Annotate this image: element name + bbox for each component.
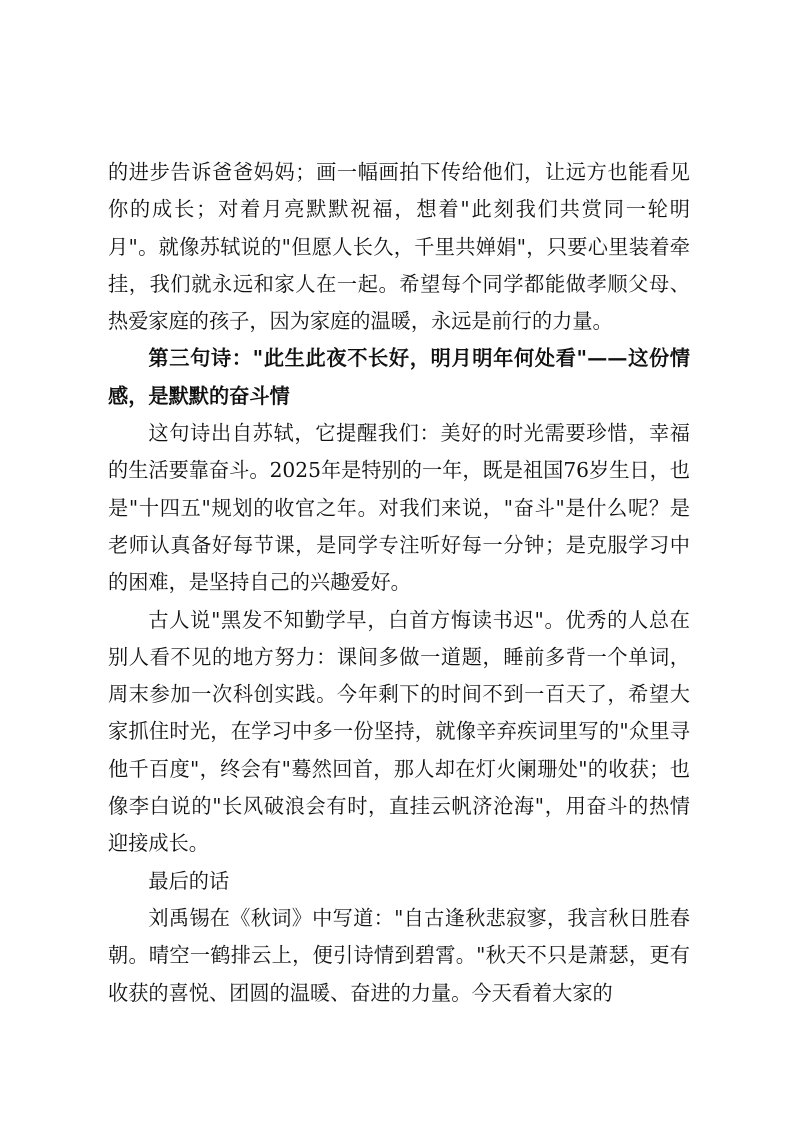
paragraph-poem-source: 这句诗出自苏轼，它提醒我们：美好的时光需要珍惜，幸福的生活要靠奋斗。2025年是特别的一年，既是祖国76岁生日，也是"十四五"规划的收官之年。对我们来说，"奋斗"是什么呢？是老师认真备好每节课，是同学专注听好每一分钟；是克服学习中的困难，是坚持自己的兴趣爱好。 (108, 421, 690, 595)
document-body (108, 154, 690, 1012)
paragraph-study-hard: 古人说"黑发不知勤学早，白首方悔读书迟"。优秀的人总在别人看不见的地方努力：课间多做一道题，睡前多背一个单词，周末参加一次科创实践。今年剩下的时间不到一百天了，希望大家抓住时光，在学习中多一份坚持，就像辛弃疾词里写的"众里寻他千百度"，终会有"蓦然回首，那人却在灯火阑珊处"的收获；也像李白说的"长风破浪会有时，直挂云帆济沧海"，用奋斗的热情迎接成长。 (108, 607, 690, 856)
section-heading-final-words: 最后的话 (148, 868, 230, 893)
section-heading-third-poem: 第三句诗："此生此夜不长好，明月明年何处看"——这份情感，是默默的奋斗情 (108, 346, 690, 408)
paragraph-autumn-poem: 刘禹锡在《秋词》中写道："自古逢秋悲寂寥，我言秋日胜春朝。晴空一鹤排云上，便引诗情到碧霄。"秋天不只是萧瑟，更有收获的喜悦、团圆的温暖、奋进的力量。今天看着大家的 (108, 905, 690, 1005)
paragraph-family-warmth: 的进步告诉爸爸妈妈；画一幅画拍下传给他们，让远方也能看见你的成长；对着月亮默默祝福，想着"此刻我们共赏同一轮明月"。就像苏轼说的"但愿人长久，千里共婵娟"，只要心里装着牵挂，我们就永远和家人在一起。希望每个同学都能做孝顺父母、热爱家庭的孩子，因为家庭的温暖，永远是前行的力量。 (108, 160, 690, 334)
